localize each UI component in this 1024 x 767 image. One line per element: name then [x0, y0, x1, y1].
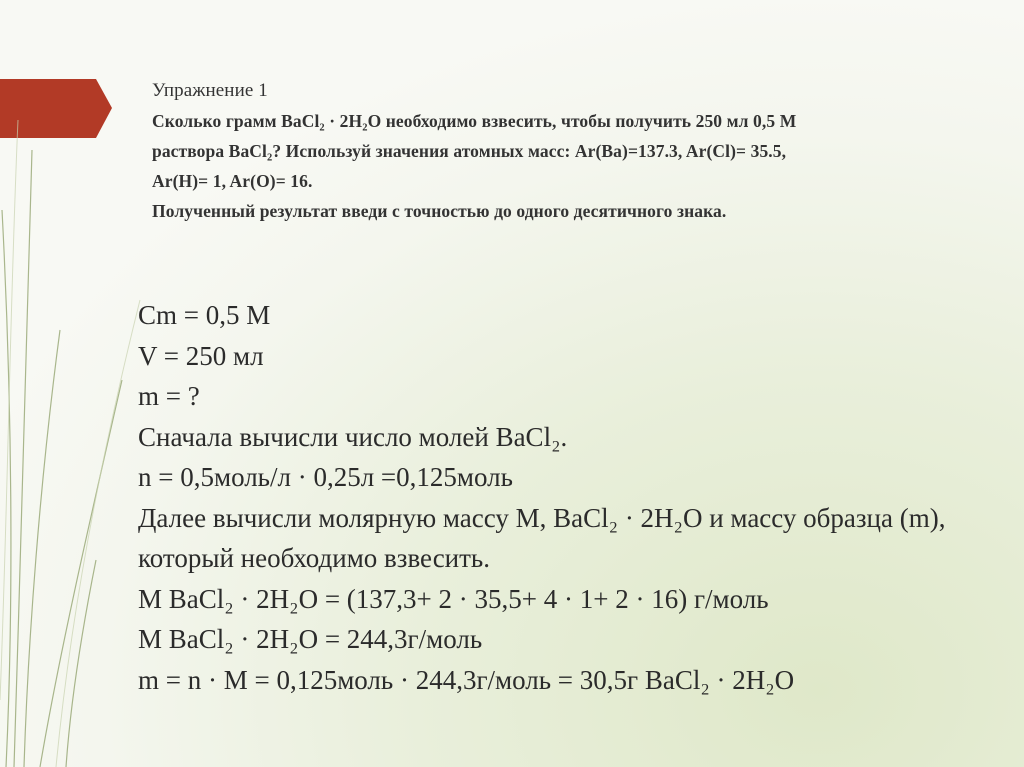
decor-stroke-4	[40, 380, 122, 767]
step-molar-mass-text: Далее вычисли молярную массу M, BaCl₂ · 2H₂O и массу образца (m),	[138, 502, 946, 533]
step-molar-mass-text-cont: который необходимо взвесить.	[138, 543, 490, 573]
decor-stroke-7	[56, 300, 140, 767]
decor-stroke-2	[14, 150, 32, 767]
step-moles-text: Сначала вычисли число молей BaCl₂.	[138, 421, 568, 452]
question-line-3: Ar(H)= 1, Ar(O)= 16.	[152, 171, 313, 191]
solution-block	[138, 295, 998, 700]
given-volume: V = 250 мл	[138, 340, 264, 371]
molar-mass-result: M BaCl₂ · 2H₂O = 244,3г/моль	[138, 624, 483, 654]
question-line-2: раствора BaCl₂? Используй значения атомных масс: Ar(Ba)=137.3, Ar(Cl)= 35.5,	[152, 141, 787, 161]
accent-arrow-shape	[0, 79, 112, 138]
molar-mass-expression: M BaCl₂ · 2H₂O = (137,3+ 2 · 35,5+ 4 · 1+ 2 · 16) г/моль	[138, 583, 769, 614]
given-concentration: Cm = 0,5 M	[138, 300, 271, 330]
decor-stroke-6	[0, 120, 18, 700]
instruction-line: Полученный результат введи с точностью до одного десятичного знака.	[152, 201, 727, 221]
exercise-title: Упражнение 1	[152, 80, 268, 101]
decor-stroke-3	[24, 330, 60, 767]
exercise-block	[152, 76, 912, 226]
mass-result: m = n · M = 0,125моль · 244,3г/моль = 30,5г BaCl₂ · 2H₂O	[138, 664, 795, 695]
moles-calculation: n = 0,5моль/л · 0,25л =0,125моль	[138, 462, 513, 492]
question-line-1: Сколько грамм BaCl₂ · 2H₂O необходимо взвесить, чтобы получить 250 мл 0,5 М	[152, 111, 797, 131]
decor-stroke-5	[66, 560, 96, 767]
unknown-mass: m = ?	[138, 381, 200, 411]
